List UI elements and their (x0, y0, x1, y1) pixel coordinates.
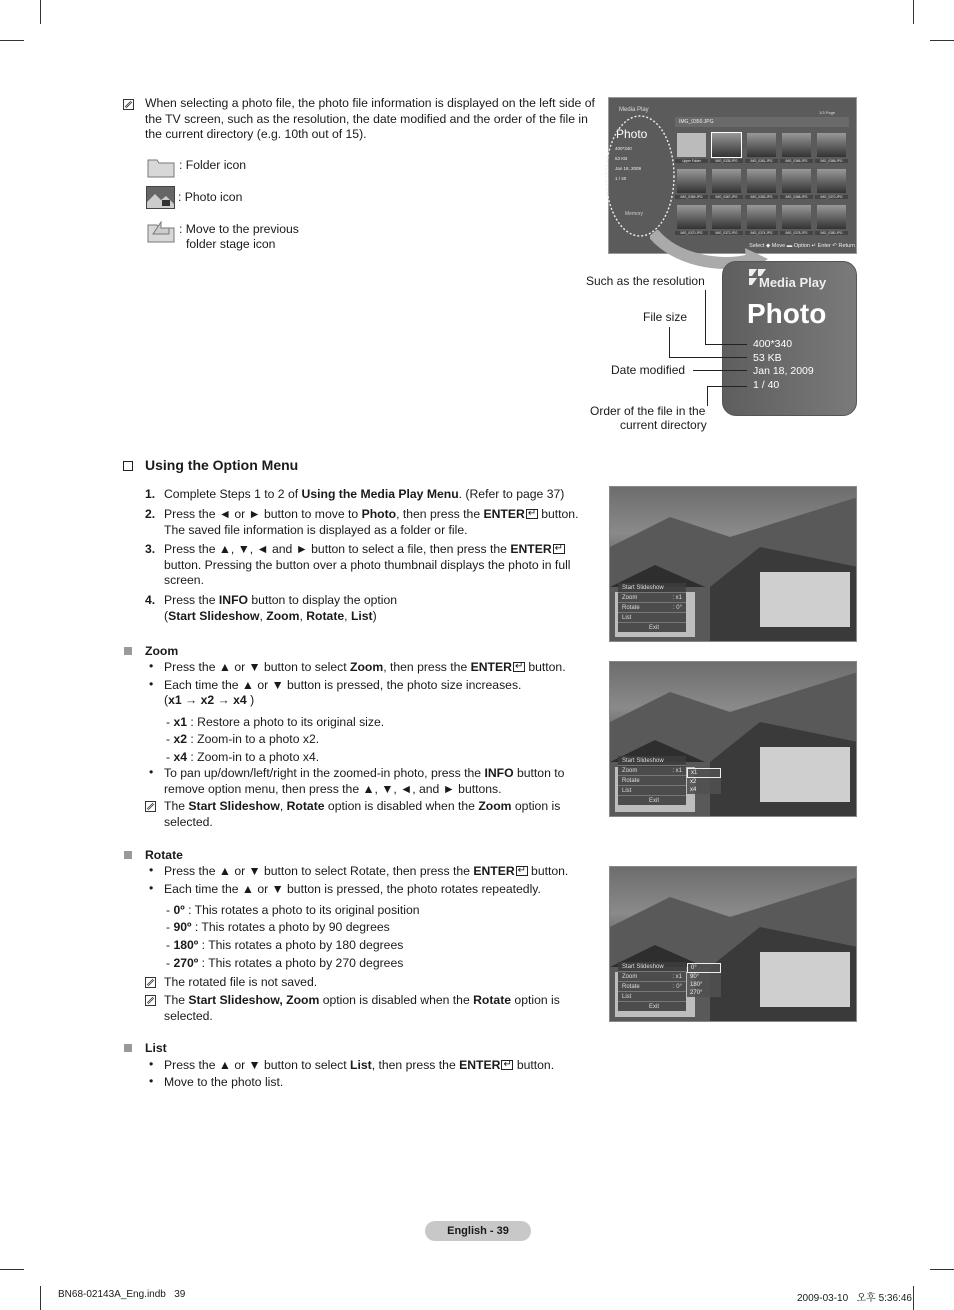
text: Press the ▲ or ▼ button to select (164, 1058, 351, 1072)
bold-text: x4 (173, 750, 188, 764)
bold-text: x1 (168, 693, 182, 707)
panel-resolution: 400*340 (753, 338, 793, 350)
thumbnail-item[interactable] (710, 168, 743, 202)
callout-line (705, 344, 747, 345)
magnifier-circle (602, 112, 682, 242)
note-icon (145, 801, 156, 812)
enter-icon (516, 866, 528, 876)
bold-text: ENTER (470, 660, 512, 674)
text: button to (513, 766, 565, 780)
crop-mark (40, 1286, 41, 1310)
text: selected. (164, 814, 213, 829)
callout-line (693, 370, 747, 371)
zoom-detail-2 (166, 732, 319, 748)
photo-thumbnail (747, 169, 776, 193)
text: , then press the (383, 660, 471, 674)
bold-text: ENTER (483, 507, 525, 521)
rotate-submenu (687, 963, 721, 997)
menu-item-rotate[interactable] (618, 982, 686, 992)
photo-icon-label: : Photo icon (178, 190, 243, 204)
menu-exit[interactable] (618, 623, 686, 632)
rotate-note-1: The rotated file is not saved. (164, 975, 318, 989)
footer-timestamp: 2009-03-10 오후 5:36:46 (797, 1293, 912, 1304)
screen-page-indicator: 1/3 Page (819, 110, 836, 115)
panel-date: Jan 18, 2009 (753, 365, 814, 377)
screen-info-size: 53 KB (615, 156, 628, 161)
callout-line (705, 290, 706, 344)
thumbnail-label: IMG_0369.JPG (675, 195, 708, 199)
text: : 0° (672, 605, 682, 611)
rotate-option-270[interactable]: 270° (690, 990, 703, 996)
thumbnail-item[interactable] (780, 132, 813, 166)
text: Press the ▲ or ▼ button to select Rotate, then press the (164, 864, 474, 878)
menu-item-zoom[interactable] (618, 593, 686, 603)
rotate-option-180[interactable]: 180° (690, 982, 703, 988)
text: : x1 (672, 768, 682, 774)
text: button. Pressing the button over a photo thumbnail displays the photo in full (164, 557, 571, 572)
note-icon (145, 995, 156, 1006)
enter-icon (553, 544, 565, 554)
zoom-title: Zoom (145, 644, 179, 658)
bold-text: Rotate (306, 608, 345, 623)
screen-title: Photo (616, 127, 648, 141)
bold-text: x2 (173, 732, 188, 746)
bold-text: 270º (173, 956, 199, 970)
thumbnail-label: IMG_0335.JPG (710, 159, 743, 163)
thumbnail-label: IMG_0368.JPG (780, 195, 813, 199)
text: : Restore a photo to its original size. (187, 715, 385, 729)
photo-thumbnail (712, 205, 741, 229)
previous-folder-icon (147, 219, 175, 243)
thumbnail-item[interactable] (710, 132, 743, 166)
text: The (164, 799, 189, 813)
menu-item-rotate[interactable] (618, 603, 686, 613)
text: button. (513, 1058, 555, 1072)
photo-thumbnail (747, 205, 776, 229)
thumbnail-label: IMG_0380.JPG (815, 231, 848, 235)
rotate-detail-1 (166, 903, 420, 919)
step-text (164, 487, 564, 503)
thumbnail-label: IMG_0361.JPG (745, 159, 778, 163)
photo-thumbnail (782, 205, 811, 229)
menu-item-slideshow[interactable]: Start Slideshow (618, 583, 686, 593)
photo-thumbnail (712, 169, 741, 193)
page-number: English - 39 (447, 1225, 509, 1237)
screen-info-resolution: 400*340 (615, 146, 632, 151)
thumbnail-label: IMG_0370.JPG (815, 195, 848, 199)
text: : x1 (672, 595, 682, 601)
zoom-bullet-1 (164, 660, 566, 676)
panel-size: 53 KB (753, 351, 782, 364)
text: selected. (164, 1008, 213, 1023)
callout-line (707, 386, 708, 406)
text: : This rotates a photo to its original position (184, 903, 420, 917)
note-icon (123, 99, 134, 110)
panel-info (753, 338, 814, 392)
text: button to display the option (248, 593, 398, 607)
crop-mark (930, 1269, 954, 1270)
text: : Zoom-in to a photo x4. (187, 750, 320, 764)
section-checkbox-icon (123, 461, 133, 471)
crop-mark (913, 0, 914, 24)
rotate-detail-3 (166, 938, 403, 954)
list-bullet-2: Move to the photo list. (164, 1075, 284, 1089)
text: : 0° (672, 984, 682, 990)
enter-icon (513, 662, 525, 672)
thumbnail-label: IMG_0370.JPG (675, 231, 708, 235)
text: button. (527, 864, 569, 878)
photo-thumbnail (782, 169, 811, 193)
text: - (166, 750, 174, 764)
thumbnail-label: IMG_0363.JPG (745, 195, 778, 199)
crop-mark (0, 40, 24, 41)
crop-mark (930, 40, 954, 41)
thumbnail-item[interactable] (780, 168, 813, 202)
bold-text: x4 (233, 693, 247, 707)
thumbnail-label: IMG_0366.JPG (780, 159, 813, 163)
callout-resolution: Such as the resolution (586, 274, 705, 288)
menu-item-list[interactable]: List (618, 613, 686, 623)
bold-text: Start Slideshow, Zoom (188, 993, 320, 1007)
section-title: Using the Option Menu (145, 457, 299, 473)
bold-text: ENTER (459, 1058, 501, 1072)
text: Rotate (622, 984, 640, 990)
crop-mark (40, 0, 41, 24)
bullet-square-icon (124, 1044, 132, 1052)
step-text (164, 542, 571, 589)
thumbnail-label: IMG_0378.JPG (780, 231, 813, 235)
text: : This rotates a photo by 270 degrees (198, 956, 404, 970)
bold-text: Photo (361, 507, 397, 521)
menu-item-rotate[interactable] (618, 776, 686, 786)
note-icon (145, 977, 156, 988)
zoom-bullet-2: Each time the ▲ or ▼ button is pressed, the photo size increases. (164, 678, 522, 692)
zoom-detail-3 (166, 750, 319, 766)
thumbnail-grid (675, 132, 851, 236)
footer-move: Move (771, 243, 786, 249)
list-bullet-1 (164, 1058, 554, 1074)
callout-line (707, 386, 747, 387)
text: option is (511, 993, 560, 1007)
bullet-dot: • (149, 659, 154, 673)
previous-folder-label-1: : Move to the previous (179, 222, 299, 236)
option-menu-screenshot (609, 486, 857, 642)
screen-info-order: 1 / 40 (615, 176, 627, 181)
text: , (259, 608, 267, 623)
enter-icon (501, 1060, 513, 1070)
text: option is disabled when the (319, 993, 474, 1007)
text: Press the ▲, ▼, ◄ and ► button to select a file, then press the (164, 542, 511, 556)
rotate-bullet-1 (164, 864, 568, 880)
option-menu (618, 962, 686, 1011)
option-menu (618, 756, 686, 805)
text: ) (372, 608, 377, 623)
bold-text: ENTER (473, 864, 515, 878)
callout-file-size: File size (643, 310, 688, 324)
bullet-dot: • (149, 765, 154, 779)
text: Complete Steps 1 to 2 of (164, 487, 302, 501)
rotate-option-90[interactable]: 90° (690, 974, 700, 980)
step-text (164, 507, 578, 538)
photo-thumbnail (712, 133, 741, 157)
photo-thumbnail (817, 205, 846, 229)
text: → (214, 693, 234, 707)
thumbnail-label: IMG_0374.JPG (745, 231, 778, 235)
thumbnail-label: IMG_0372.JPG (710, 231, 743, 235)
photo-thumbnail (782, 133, 811, 157)
photo-info-panel (722, 261, 857, 416)
bold-text: Rotate (473, 993, 512, 1007)
panel-brand (759, 275, 826, 290)
bold-text: List (350, 1058, 372, 1072)
text: , (299, 608, 307, 623)
text: Press the ▲ or ▼ button to select (164, 660, 351, 674)
text: - (166, 715, 174, 729)
screen-path: IMG_0350.JPG (675, 117, 849, 127)
photo-thumbnail (817, 133, 846, 157)
menu-exit[interactable] (618, 796, 686, 805)
text: To pan up/down/left/right in the zoomed-in photo, press the (164, 766, 485, 780)
panel-title: Photo (747, 298, 827, 329)
text: Press the ◄ or ► button to move to (164, 507, 362, 521)
thumbnail-label: IMG_0367.JPG (710, 195, 743, 199)
bold-text: Using the Media Play Menu (301, 487, 459, 501)
text: - (166, 903, 174, 917)
rotate-note-2 (164, 993, 560, 1024)
option-menu (618, 583, 686, 632)
crop-mark (0, 1269, 24, 1270)
menu-item-list[interactable]: List (618, 786, 686, 796)
rotate-option-0[interactable]: 0° (687, 963, 721, 973)
text: button. (537, 507, 579, 521)
footer-return: Return (838, 243, 855, 249)
photo-thumbnail (747, 133, 776, 157)
menu-item-zoom[interactable] (618, 766, 686, 776)
bold-text: x2 (200, 693, 215, 707)
zoom-submenu (687, 768, 721, 794)
panel-order: 1 / 40 (753, 378, 780, 391)
bullet-dot: • (149, 677, 154, 691)
menu-item-slideshow[interactable]: Start Slideshow (618, 962, 686, 972)
panel-brand-text: Media Play (759, 275, 827, 290)
enter-icon (526, 509, 538, 519)
text: , (344, 608, 351, 623)
text: Exit (648, 1004, 659, 1010)
text: → (181, 693, 201, 707)
text: ( (164, 693, 169, 707)
text: : This rotates a photo by 90 degrees (191, 920, 390, 934)
callout-date: Date modified (611, 363, 686, 377)
text: Zoom (622, 768, 638, 774)
bullet-dot: • (149, 863, 154, 877)
screen-info-date: Jan 18, 2009 (615, 166, 642, 171)
text: , (279, 799, 287, 813)
rotate-menu-screenshot (609, 866, 857, 1022)
text: Zoom (622, 974, 638, 980)
bold-text: x1 (173, 715, 188, 729)
menu-item-slideshow[interactable]: Start Slideshow (618, 756, 686, 766)
step-4 (145, 593, 595, 623)
text: ( (164, 608, 169, 623)
text: remove option menu, then press the ▲, ▼, ◄, and ► buttons. (164, 781, 502, 796)
text: . (Refer to page 37) (458, 487, 565, 501)
text: - (166, 732, 174, 746)
bold-text: INFO (218, 593, 248, 607)
footer-option: Option (793, 243, 810, 249)
step-num: 2. (145, 507, 156, 521)
thumbnail-item[interactable] (745, 132, 778, 166)
zoom-option-x1[interactable]: x1 (687, 768, 721, 778)
text: : x1 (672, 974, 682, 980)
text: Exit (648, 798, 659, 804)
list-title: List (145, 1041, 167, 1055)
bold-text: 180º (173, 938, 199, 952)
text: button. (524, 660, 566, 674)
bullet-square-icon (124, 647, 132, 655)
thumbnail-item[interactable] (815, 132, 848, 166)
bold-text: Start Slideshow (168, 608, 260, 623)
thumbnail-item[interactable] (815, 204, 848, 238)
callout-order-2: current directory (620, 418, 707, 432)
folder-icon (147, 156, 175, 178)
text: option is disabled when the (324, 799, 479, 813)
thumbnail-label: IMG_0368.JPG (815, 159, 848, 163)
previous-folder-label-2: folder stage icon (186, 237, 276, 251)
photo-thumbnail (817, 169, 846, 193)
menu-item-list[interactable]: List (618, 992, 686, 1002)
folder-icon-label: : Folder icon (179, 158, 247, 172)
bold-text: List (350, 608, 373, 623)
step-3 (145, 542, 595, 588)
text: Rotate (622, 778, 640, 784)
text: Rotate (622, 605, 640, 611)
zoom-bullet-3 (164, 766, 564, 797)
text: ) (246, 693, 255, 707)
screen-brand: Media Play (619, 107, 649, 113)
menu-item-zoom[interactable] (618, 972, 686, 982)
step-num: 4. (145, 593, 156, 607)
bold-text: Zoom (478, 799, 512, 813)
text: : Zoom-in to a photo x2. (187, 732, 320, 746)
thumbnail-label: Upper Folder (675, 159, 708, 163)
step-1 (145, 487, 565, 503)
zoom-detail-1 (166, 715, 384, 731)
zoom-sequence (164, 693, 254, 709)
bold-text: ENTER (510, 542, 552, 556)
zoom-option-x2[interactable]: x2 (690, 779, 697, 785)
bold-text: Rotate (286, 799, 325, 813)
step-2 (145, 507, 595, 537)
page-number-badge (425, 1221, 531, 1241)
menu-exit[interactable] (618, 1002, 686, 1011)
zoom-menu-screenshot (609, 661, 857, 817)
bold-text: Start Slideshow (188, 799, 280, 813)
text: , then press the (396, 507, 484, 521)
callout-line (669, 357, 747, 358)
bold-text: 90º (173, 920, 192, 934)
footer-file: BN68-02143A_Eng.indb 39 (58, 1289, 186, 1300)
text: Exit (648, 625, 659, 631)
crop-mark (913, 1286, 914, 1310)
text: The (164, 993, 189, 1007)
bullet-dot: • (149, 1074, 154, 1088)
callout-line (669, 327, 670, 357)
bold-text: Zoom (350, 660, 384, 674)
bullet-dot: • (149, 881, 154, 895)
text: - (166, 956, 174, 970)
bullet-square-icon (124, 851, 132, 859)
thumbnail-item[interactable] (815, 168, 848, 202)
step-num: 1. (145, 487, 156, 501)
text: The saved file information is displayed as a folder or file. (164, 522, 468, 537)
thumbnail-item[interactable] (780, 204, 813, 238)
footer-enter: Enter (817, 243, 831, 249)
step-text (164, 593, 397, 624)
screen-footer: Select ◆ Move ▬ Option ↵ Enter ↶ Return (749, 243, 855, 249)
text: : This rotates a photo by 180 degrees (198, 938, 404, 952)
text: , then press the (371, 1058, 460, 1072)
text: option is (511, 799, 561, 813)
zoom-option-x4[interactable]: x4 (690, 787, 697, 793)
intro-text: When selecting a photo file, the photo file information is displayed on the left side of the TV screen, such as the resolution, the date modified and the order of the file in the current directory (e.g. 10th out of 15). (145, 96, 595, 142)
text: - (166, 920, 174, 934)
step-num: 3. (145, 542, 156, 556)
footer-select: Select (749, 243, 765, 249)
rotate-title: Rotate (145, 848, 183, 862)
text: - (166, 938, 174, 952)
bullet-dot: • (149, 1057, 154, 1071)
rotate-detail-2 (166, 920, 390, 936)
zoom-note (164, 799, 560, 830)
rotate-bullet-2: Each time the ▲ or ▼ button is pressed, the photo rotates repeatedly. (164, 882, 541, 896)
screen-device: Memory (625, 211, 644, 217)
text: Zoom (622, 595, 638, 601)
text: screen. (164, 573, 204, 588)
text: Press the (164, 593, 219, 607)
rotate-detail-4 (166, 956, 403, 972)
photo-icon (146, 186, 175, 209)
bold-text: INFO (484, 766, 514, 780)
bold-text: Zoom (266, 608, 300, 623)
bold-text: 0º (173, 903, 185, 917)
thumbnail-item[interactable] (745, 168, 778, 202)
callout-order-1: Order of the file in the (590, 404, 706, 418)
